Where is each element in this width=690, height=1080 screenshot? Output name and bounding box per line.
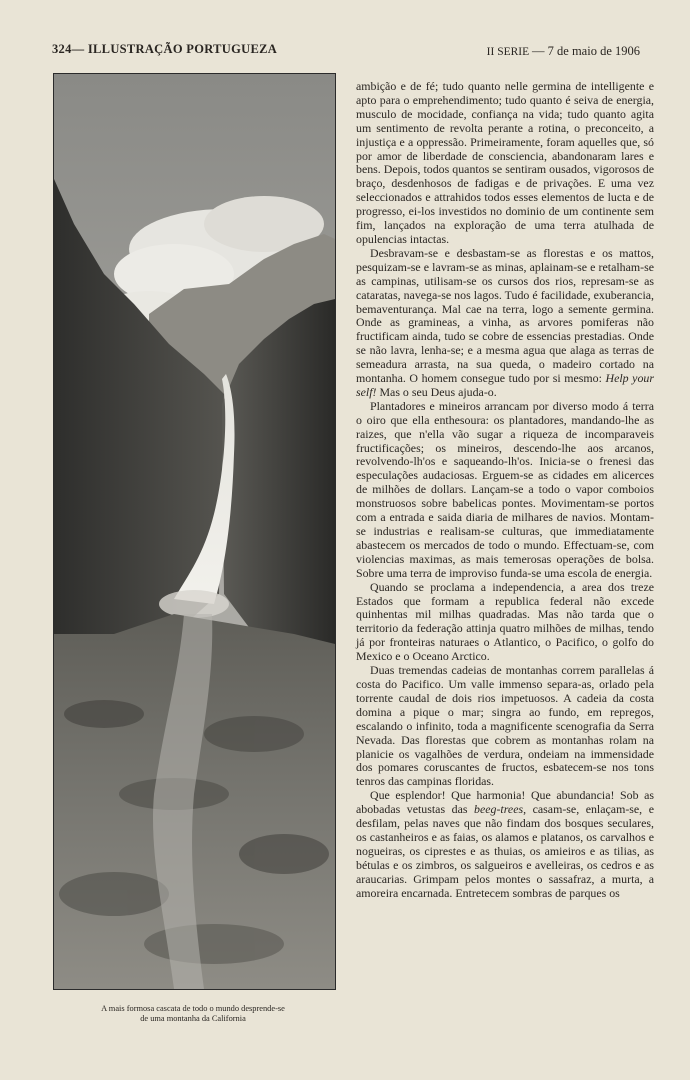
paragraph-5: Duas tremendas cadeias de montanhas correm parallelas á costa do Pacifico. Um valle immenso separa-as, orlado pela torrente caudal de dois rios impetuosos. A cadeia da costa domina a pique o mar; singra ao fundo, em repregos, escalando o infinito, toda a magnificente scenografia da Serra Nevada. Das florestas que cobrem as montanhas rolam na planicie os vagalhões de verdura, ondeiam na immensidade dos pomares coruscantes de fructos, esbatecem-se nos tons tenros das campinas floridas. bbox=[356, 663, 654, 789]
photo-caption bbox=[52, 1004, 334, 1024]
series-label: II SERIE bbox=[486, 46, 530, 58]
paragraph-6-text: Que esplendor! Que harmonia! Que abundancia! Sob as abobadas vetustas das bbox=[356, 788, 654, 817]
paragraph-3: Plantadores e mineiros arrancam por diverso modo á terra o oiro que ella enthesoura: os plantadores, mandando-lhe as raizes, que n'ella vão sugar a riqueza de incomparaveis fructificações; os mineiros, descendo-lhe aos arcanos, revolvendo-lh'os e saqueando-lh'os. Inicia-se o frenesi das especulações audaciosas. Erguem-se as cidades em alicerces de milhões de dollars. Lançam-se a todo o vapor comboios monstruosos sobre babelicas pontes. Movimentam-se portos com a entrada e saida diaria de milhares de navios. Montam-se industrias e realisam-se culturas, que immediatamente abastecem os mercados de todo o mundo. Effectuam-se, com violencias maximas, as mais temerosas operações de bolsa. Sobre uma terra de improviso funda-se uma escola de energia. bbox=[356, 398, 654, 580]
waterfall-illustration bbox=[54, 74, 335, 989]
paragraph-2-text: Desbravam-se e desbastam-se as florestas e os mattos, pesquizam-se e lavram-se as minas, aplainam-se e retalham-se as campinas, utilisam-se os cursos dos rios, represam-se as cataratas, navega-se nos lagos. Tudo é facilidade, exuberancia, bemaventurança. Mal cae na terra, logo a semente germina. Onde as gramineas, a vinha, as arvores pomiferas não fructificam ainda, tudo se cobre de essencias prestadias. Onde se não lavra, lenha-se; e a mesma agua que alaga as terras de semeadura arrasta, na sua queda, o madeiro cortado na montanha. O homem consegue tudo por si mesmo: bbox=[356, 245, 654, 386]
paragraph-1: ambição e de fé; tudo quanto nelle germina de intelligente e apto para o emprehendimento; tudo quanto é seiva de energia, musculo de mocidade, confiança na vida; tudo quanto agita um sentimento de revolta perante a rotina, o preconceito, a injustiça e a oppressão. Primeiramente, foram aquelles que, só por amor de liberdade de consciencia, abandonaram lares e bens. Depois, todos quantos se sentiram ousados, vigorosos de braço, desdenhosos de fadigas e de privações. E uma vez seleccionados e attrahidos todos esses elementos de lucta e de progresso, ei-los investidos no dominio de um continente sem fim, lançados na exploração de uma terra atulhada de opulencias intactas. bbox=[356, 79, 654, 246]
trees-italic: beeg-trees bbox=[474, 802, 524, 817]
paragraph-2-end: Mas o seu Deus ajuda-o. bbox=[379, 384, 497, 399]
paragraph-2 bbox=[356, 247, 654, 400]
caption-line-1: A mais formosa cascata de todo o mundo desprende-se bbox=[101, 1004, 285, 1013]
article-body bbox=[356, 80, 654, 900]
spray bbox=[159, 590, 229, 618]
paragraph-6 bbox=[356, 789, 654, 900]
caption-line-2: de uma montanha da California bbox=[140, 1014, 246, 1023]
running-header-title: 324— ILLUSTRAÇÃO PORTUGUEZA bbox=[52, 42, 278, 56]
issue-date: — 7 de maio de 1906 bbox=[532, 44, 640, 58]
paragraph-4: Quando se proclama a independencia, a area dos treze Estados que formam a republica federal não excede quinhentas mil milhas quadradas. Mas não tarda que o territorio da federação attinja quatro milhões de milhas, tendo já por fronteiras naturaes o Atlantico, o Pacifico, o golfo do Mexico e o Oceano Arctico. bbox=[356, 579, 654, 664]
motto-italic: Help your self! bbox=[356, 371, 654, 399]
waterfall-photograph bbox=[53, 73, 336, 990]
paragraph-6-end: , casam-se, enlaçam-se, e desfilam, pelas naves que não findam dos bosques seculares, os castanheiros e as faias, os alamos e platanos, os carvalhos e nogueiras, os ciprestes e as thuias, os amieiros e as tilias, as bétulas e os zimbros, os salgueiros e avelleiras, os cedros e as araucarias. Grimpam pelos montes o sassafraz, a murta, a amoreira encarnada. Entretecem sombras de parques os bbox=[356, 802, 654, 900]
running-header-date bbox=[487, 44, 640, 59]
